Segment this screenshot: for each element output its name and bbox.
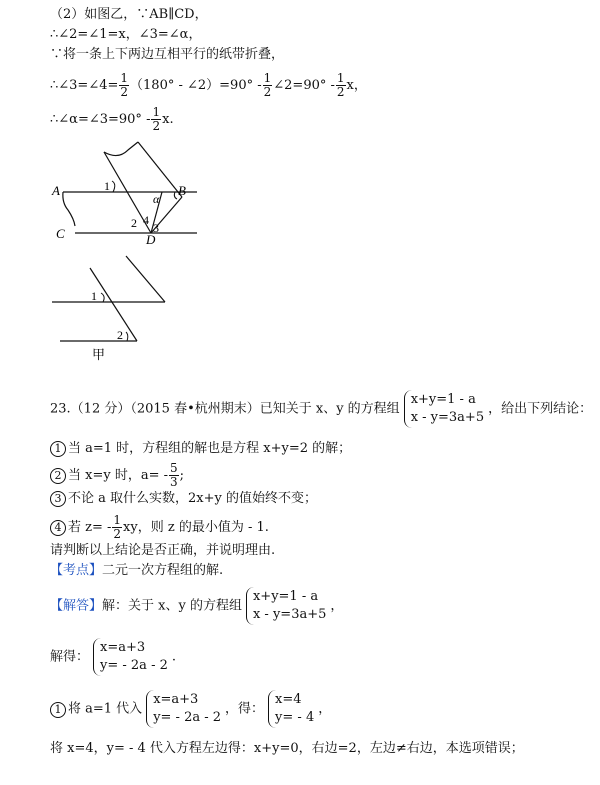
- line-1: （2）如图乙，∵AB∥CD，: [50, 7, 208, 22]
- conclusion-3: 3 不论 a 取什么实数，2x+y 的值始终不变；: [50, 490, 317, 508]
- fraction-half: $\frac{1}{2}$: [263, 71, 272, 99]
- figure-jia: [50, 250, 170, 365]
- circled-number: 1: [50, 702, 66, 718]
- angle-alpha: α: [153, 192, 160, 206]
- solution: 解得： x=a+3 y= - 2a - 2 .: [50, 638, 176, 676]
- circled-number: 1: [50, 441, 66, 457]
- conclusion-2: 2 当 x=y 时，a= - $\frac{5}{3}$ ;: [50, 462, 184, 489]
- label-A: A: [52, 183, 60, 198]
- result-system: x=4 y= - 4: [268, 690, 314, 728]
- jieda-tag: 【解答】: [50, 598, 103, 614]
- question-23: 23.（12 分）（2015 春•杭州期末）已知关于 x、y 的方程组 x+y=1 - a x - y=3a+5 ，给出下列结论：: [50, 390, 592, 428]
- line-2: ∴∠2=∠1=x，∠3=∠α，: [50, 27, 202, 42]
- equation-system: x+y=1 - a x - y=3a+5: [246, 587, 326, 625]
- judge-instruction: 请判断以上结论是否正确，并说明理由.: [50, 543, 276, 558]
- line-5: ∴∠α=∠3=90° - $\frac{1}{2}$ x.: [50, 105, 174, 133]
- angle-1: 1: [104, 179, 110, 193]
- conclusion-1: 1 当 a=1 时，方程组的解也是方程 x+y=2 的解；: [50, 440, 351, 458]
- angle-3: 3: [153, 221, 159, 235]
- line-3: ∵将一条上下两边互相平行的纸带折叠，: [50, 47, 285, 62]
- substitution: 1 将 a=1 代入 x=a+3 y= - 2a - 2 ，得： x=4 y= - 4 ，: [50, 690, 331, 728]
- kaodian-tag: 【考点】: [50, 563, 103, 578]
- circled-number: 3: [50, 491, 66, 507]
- figure-yi: [50, 140, 210, 245]
- fraction-half: $\frac{1}{2}$: [113, 513, 122, 541]
- circled-number: 4: [50, 520, 66, 536]
- solution-system: x=a+3 y= - 2a - 2: [93, 638, 168, 676]
- solution-system: x=a+3 y= - 2a - 2: [146, 690, 221, 728]
- label-C: C: [56, 226, 65, 241]
- angle-4: 4: [143, 213, 149, 227]
- label-D: D: [146, 232, 156, 245]
- line-4: ∴∠3=∠4= $\frac{1}{2}$ （180° - ∠2）=90° - $\frac{1}{2}$ ∠2=90° - $\frac{1}{2}$ x，: [50, 71, 367, 99]
- angle-1: 1: [91, 289, 97, 303]
- fraction-half: $\frac{1}{2}$: [336, 71, 345, 99]
- angle-2: 2: [131, 216, 137, 230]
- jieda: 【解答】解：关于 x、y 的方程组 x+y=1 - a x - y=3a+5 ，: [50, 587, 343, 625]
- circled-number: 2: [50, 468, 66, 484]
- label-B: B: [178, 183, 186, 198]
- kaodian: 【考点】二元一次方程组的解.: [50, 563, 224, 578]
- final-line: 将 x=4，y= - 4 代入方程左边得：x+y=0，右边=2，左边≠右边，本选项错误；: [50, 741, 524, 756]
- fraction-half: $\frac{1}{2}$: [152, 105, 161, 133]
- conclusion-4: 4 若 z= - $\frac{1}{2}$ xy，则 z 的最小值为 - 1.: [50, 514, 269, 541]
- fraction-five-thirds: $\frac{5}{3}$: [170, 461, 178, 489]
- fraction-half: $\frac{1}{2}$: [120, 71, 129, 99]
- equation-system: x+y=1 - a x - y=3a+5: [404, 390, 484, 428]
- angle-2: 2: [117, 328, 123, 342]
- figure-caption: 甲: [92, 347, 106, 362]
